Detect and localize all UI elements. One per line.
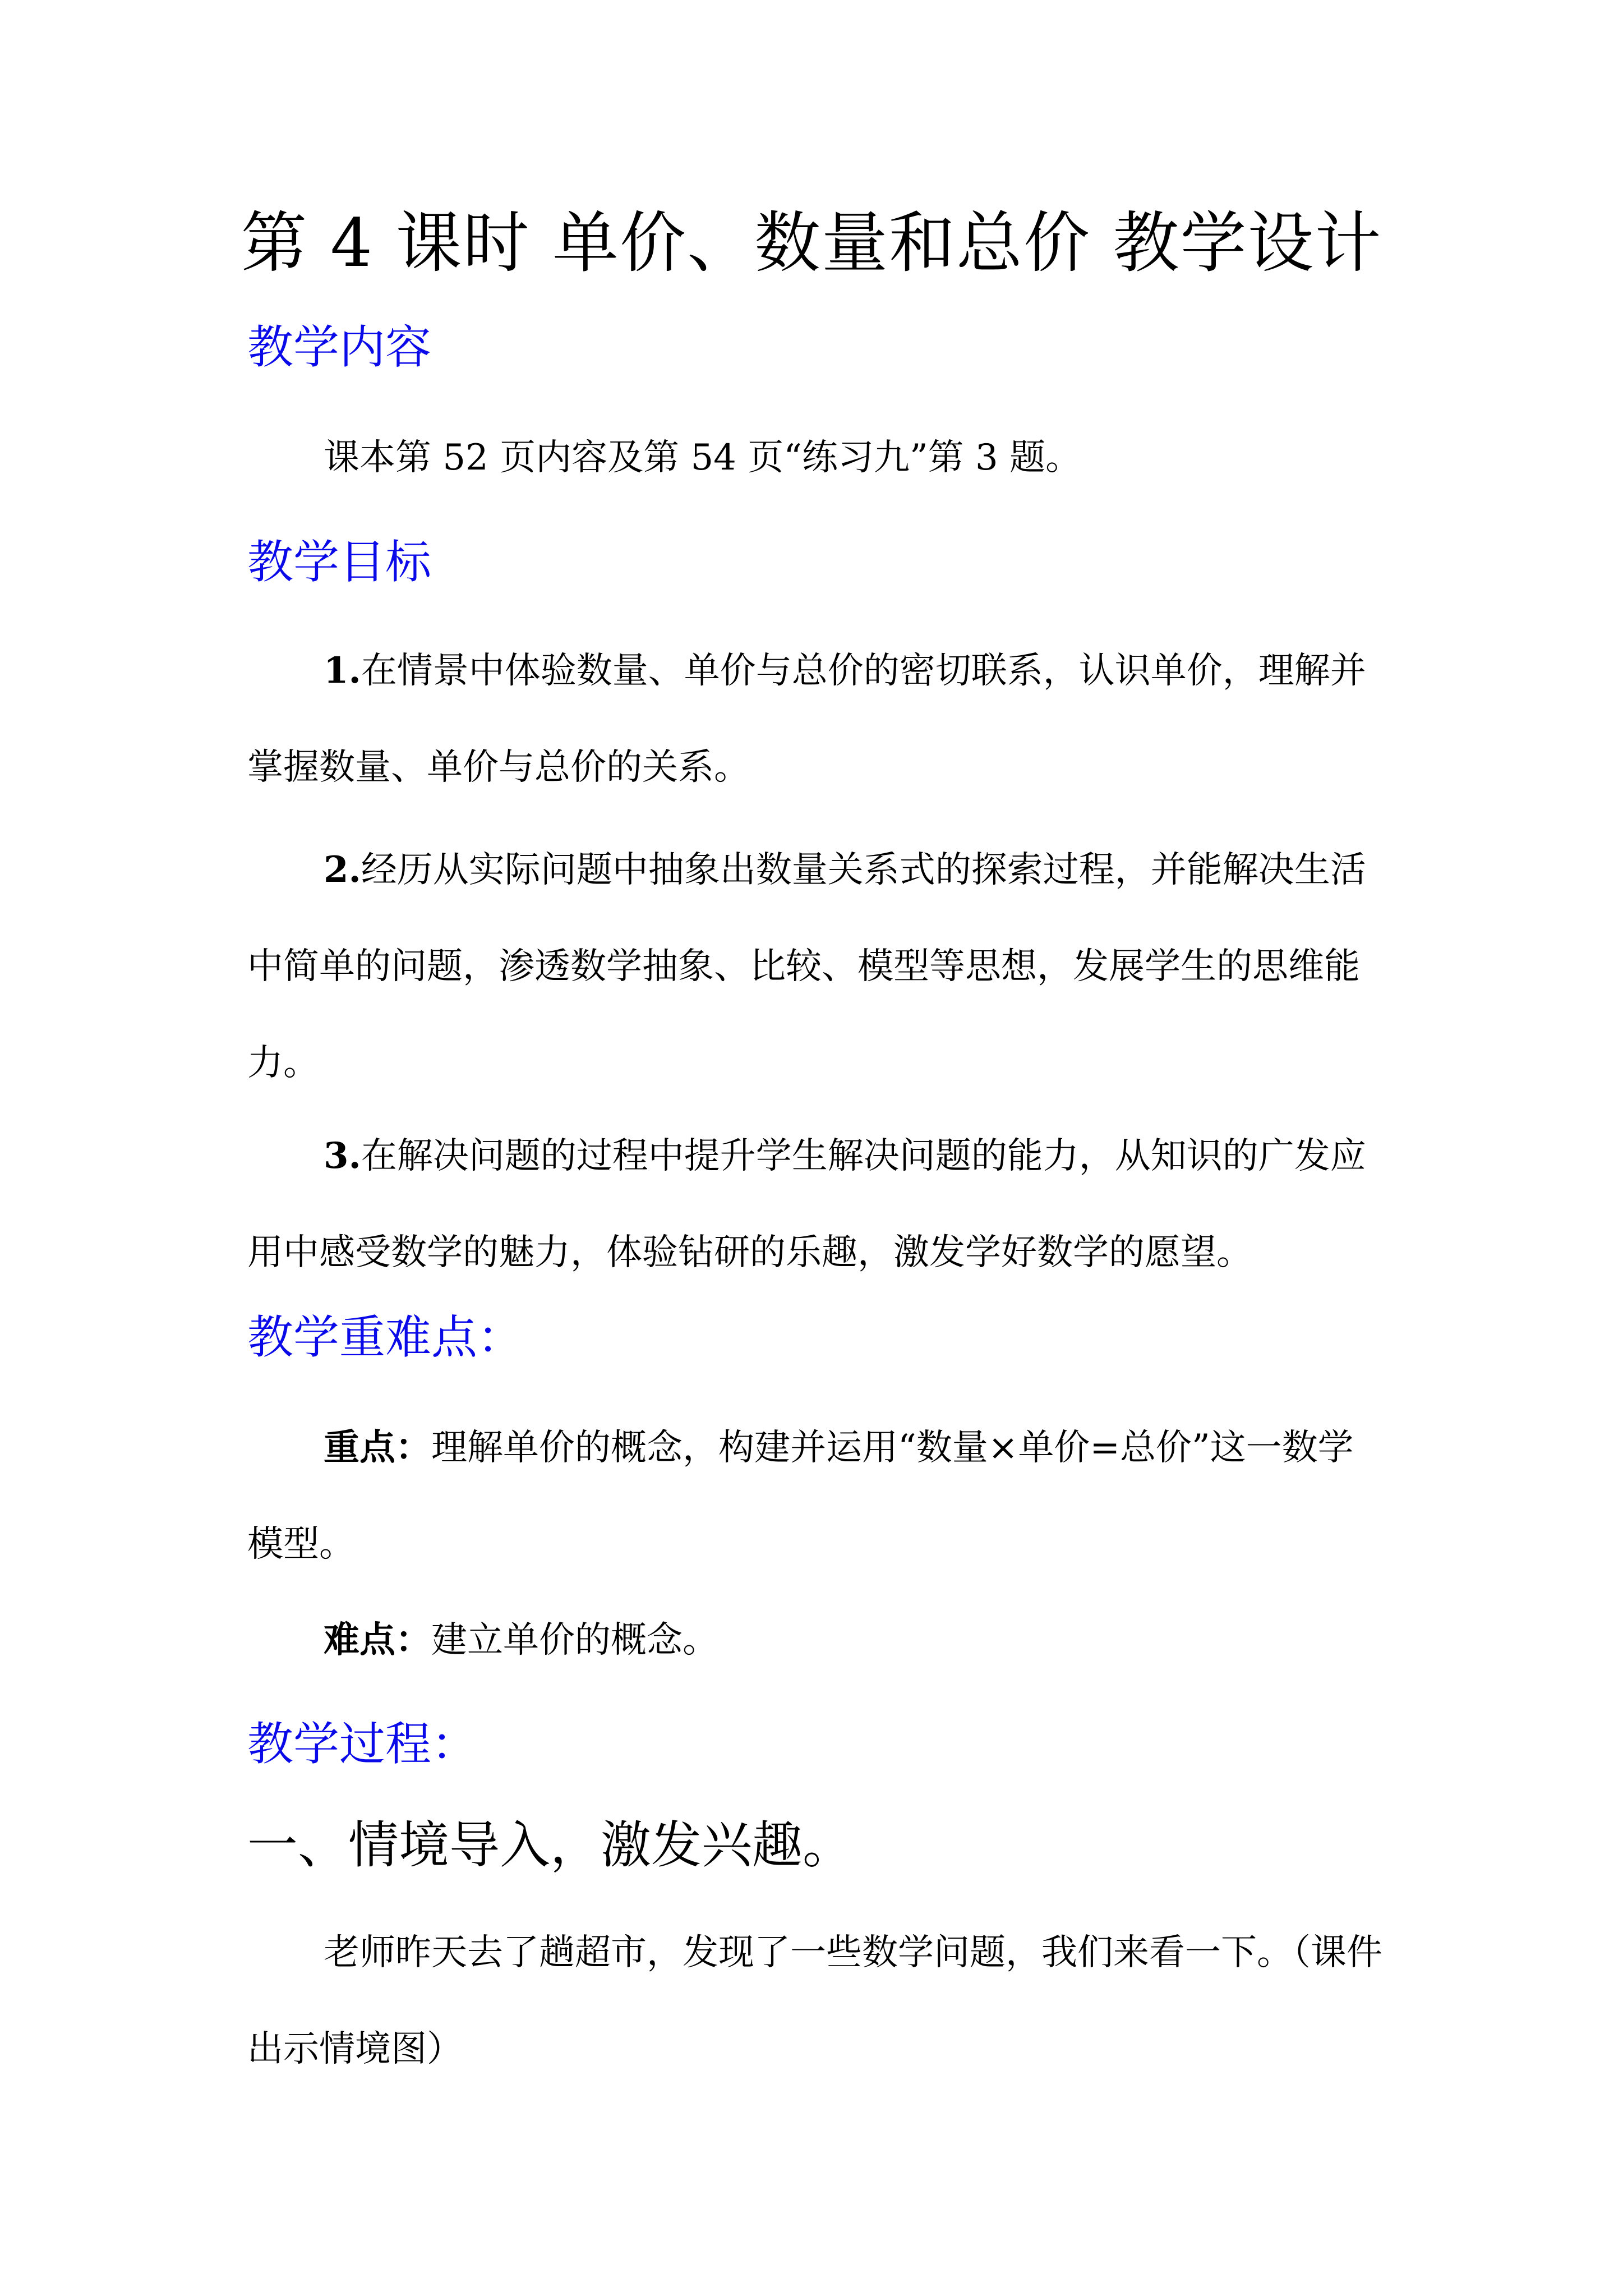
heading-teaching-process: 教学过程： — [247, 1718, 478, 1771]
difficult-point-label: 难点： — [324, 1619, 431, 1661]
teaching-content-text: 课本第 52 页内容及第 54 页“练习九”第 3 题。 — [324, 437, 1082, 478]
goal-1-text: 在情景中体验数量、单价与总价的密切联系，认识单价，理解并掌握数量、单价与总价的关系。 — [247, 650, 1366, 788]
goal-2-text: 经历从实际问题中抽象出数量关系式的探索过程，并能解决生活中简单的问题，渗透数学抽象、比较、模型等思想，发展学生的思维能力。 — [247, 849, 1366, 1084]
section-step-1-heading: 一、情境导入，激发兴趣。 — [247, 1816, 853, 1875]
heading-teaching-content: 教学内容 — [247, 321, 432, 374]
difficult-point-text: 建立单价的概念。 — [431, 1619, 718, 1661]
heading-key-points: 教学重难点： — [247, 1311, 524, 1364]
key-point-text: 理解单价的概念，构建并运用“数量×单价=总价”这一数学模型。 — [247, 1427, 1354, 1565]
paragraph-goal-3 — [247, 1108, 1389, 1301]
paragraph-key-point — [247, 1400, 1389, 1593]
document-title: 第 4 课时 单价、数量和总价 教学设计 — [241, 204, 1382, 282]
goal-3-number: 3. — [324, 1135, 361, 1177]
key-point-label: 重点： — [324, 1427, 431, 1469]
step-1-text: 老师昨天去了趟超市，发现了一些数学问题，我们来看一下。（课件出示情境图） — [247, 1932, 1382, 2070]
goal-2-number: 2. — [324, 849, 361, 891]
paragraph-difficult-point — [247, 1592, 1389, 1688]
paragraph-step-1 — [247, 1904, 1389, 2097]
paragraph-goal-1 — [247, 623, 1389, 816]
paragraph-goal-2 — [247, 822, 1389, 1111]
goal-1-number: 1. — [324, 650, 361, 692]
paragraph-teaching-content — [247, 409, 1389, 506]
heading-teaching-goals: 教学目标 — [247, 536, 432, 589]
goal-3-text: 在解决问题的过程中提升学生解决问题的能力，从知识的广发应用中感受数学的魅力，体验钻研的乐趣，激发学好数学的愿望。 — [247, 1135, 1366, 1273]
